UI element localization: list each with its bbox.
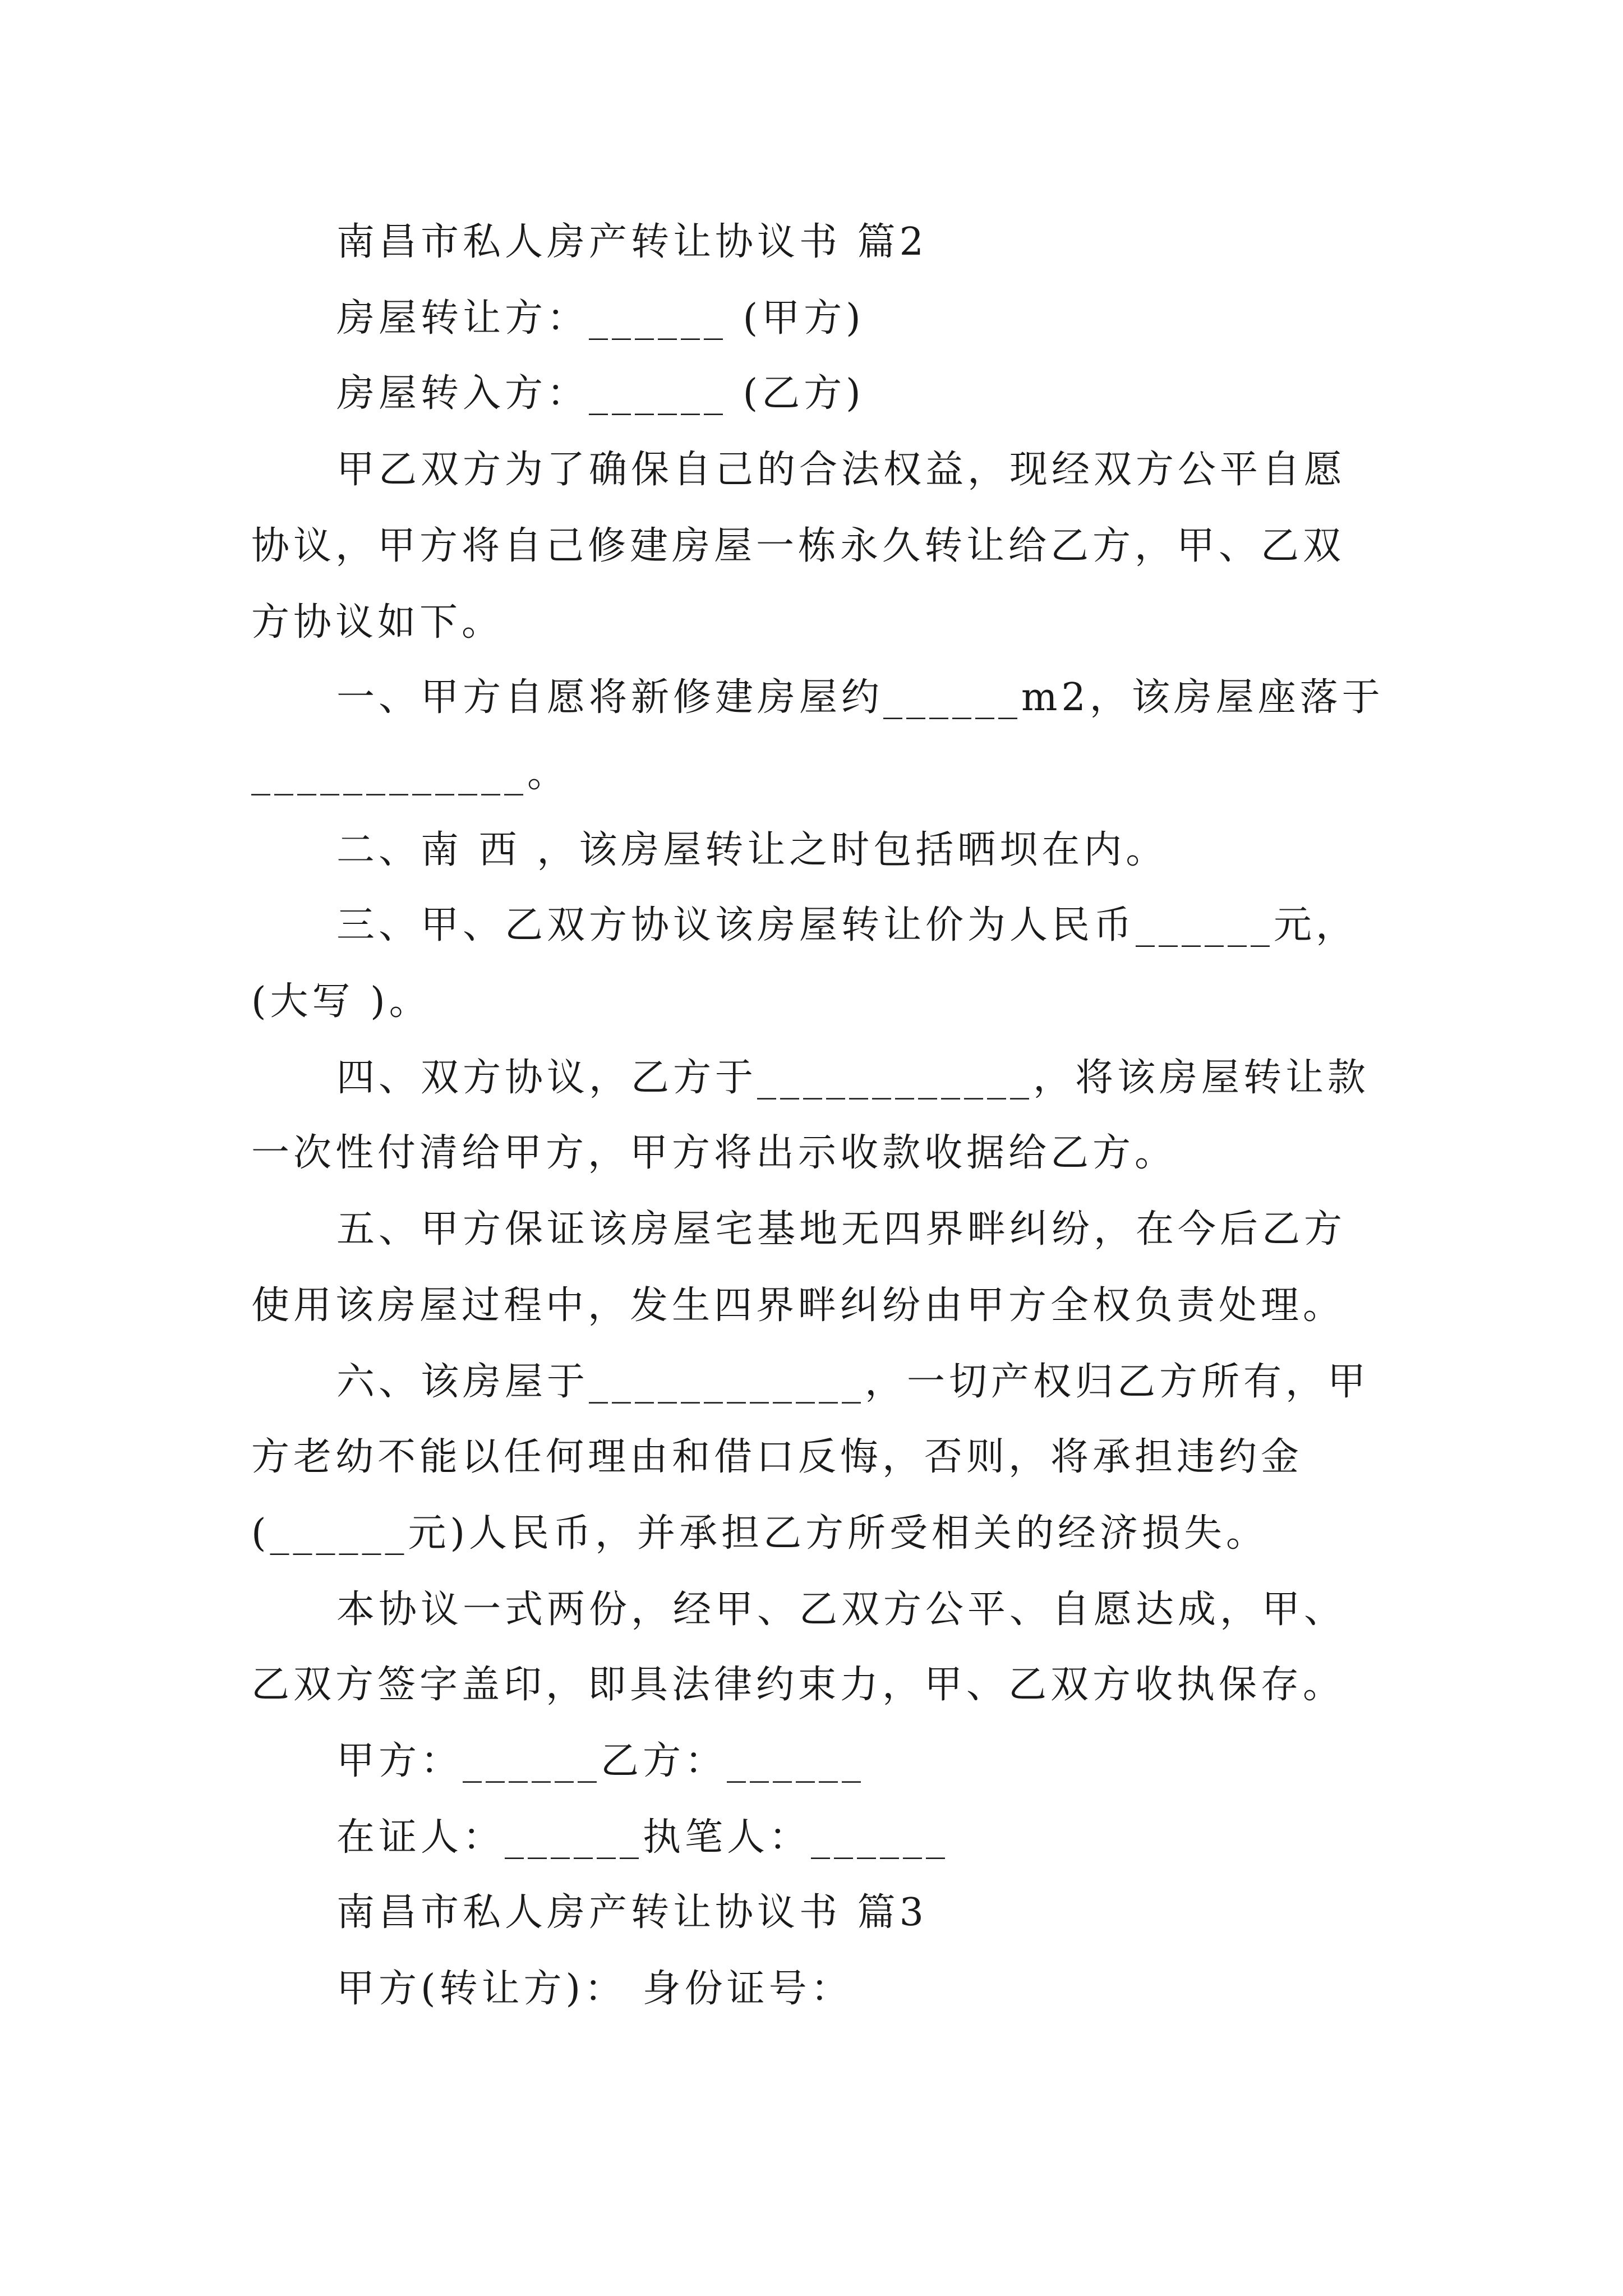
section-heading-3: 南昌市私人房产转让协议书 篇3: [336, 1890, 928, 1935]
clause-2: 二、南 西 ，该房屋转让之时包括晒坝在内。: [336, 828, 1168, 872]
preamble-line-2: 协议，甲方将自己修建房屋一栋永久转让给乙方，甲、乙双: [251, 524, 1345, 568]
clause-6-line-1: 六、该房屋于____________，一切产权归乙方所有，甲: [336, 1360, 1370, 1404]
preamble-line-3: 方协议如下。: [251, 600, 504, 645]
clause-5-line-2: 使用该房屋过程中，发生四界畔纠纷由甲方全权负责处理。: [251, 1283, 1345, 1328]
transferor-line: 房屋转让方：______ (甲方): [336, 296, 865, 341]
clause-1-line-2: ____________。: [251, 752, 570, 796]
clause-3-line-2: (大写 )。: [251, 979, 431, 1024]
clause-6-line-3: (______元)人民币，并承担乙方所受相关的经济损失。: [251, 1511, 1269, 1556]
clause-5-line-1: 五、甲方保证该房屋宅基地无四界畔纠纷，在今后乙方: [336, 1207, 1347, 1251]
closing-line-1: 本协议一式两份，经甲、乙双方公平、自愿达成，甲、: [336, 1588, 1347, 1632]
party-signature-line: 甲方：______乙方：______: [336, 1739, 865, 1783]
party-a-id-line: 甲方(转让方)： 身份证号：: [336, 1967, 853, 2011]
clause-4-line-1: 四、双方协议，乙方于____________，将该房屋转让款: [336, 1056, 1370, 1100]
clause-1-line-1: 一、甲方自愿将新修建房屋约______m2，该房屋座落于: [336, 675, 1384, 720]
section-heading-2: 南昌市私人房产转让协议书 篇2: [336, 220, 928, 264]
closing-line-2: 乙双方签字盖印，即具法律约束力，甲、乙双方收执保存。: [251, 1663, 1345, 1707]
transferee-line: 房屋转入方：______ (乙方): [336, 371, 865, 416]
witness-signature-line: 在证人：______执笔人：______: [336, 1815, 949, 1860]
clause-4-line-2: 一次性付清给甲方，甲方将出示收款收据给乙方。: [251, 1131, 1177, 1175]
preamble-line-1: 甲乙双方为了确保自己的合法权益，现经双方公平自愿: [336, 448, 1347, 492]
clause-3-line-1: 三、甲、乙双方协议该房屋转让价为人民币______元，: [336, 903, 1358, 947]
clause-6-line-2: 方老幼不能以任何理由和借口反悔，否则，将承担违约金: [251, 1435, 1303, 1479]
